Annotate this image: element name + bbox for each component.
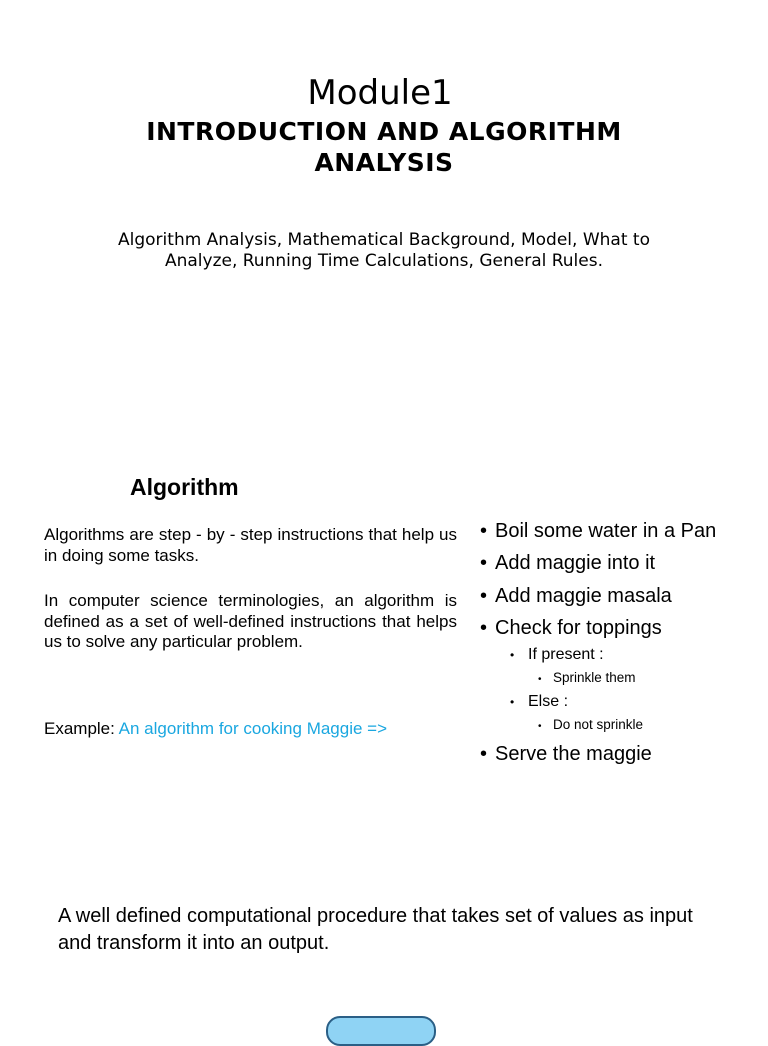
- step-text: Boil some water in a Pan: [495, 520, 717, 542]
- algorithm-heading: Algorithm: [130, 474, 239, 500]
- algorithm-paragraph-2: In computer science terminologies, an algorithm is defined as a set of well-defined instructions that helps us to solve any particular problem.: [44, 591, 457, 651]
- step-item: [480, 741, 652, 767]
- example-prefix: Example:: [44, 719, 119, 738]
- bullet-icon: •: [480, 743, 488, 765]
- step-subsubitem: [538, 669, 636, 689]
- step-item: [480, 518, 716, 544]
- step-text: Add maggie masala: [495, 585, 672, 607]
- topics-list: Algorithm Analysis, Mathematical Background, Model, What to Analyze, Running Time Calculations, General Rules.: [118, 230, 650, 271]
- example-line: [44, 718, 387, 740]
- definition-text: A well defined computational procedure that takes set of values as input and transform it into an output.: [58, 905, 693, 954]
- step-subsubitem: [538, 716, 643, 736]
- main-heading: INTRODUCTION AND ALGORITHM ANALYSIS: [146, 117, 622, 177]
- step-text: Else :: [528, 693, 569, 710]
- step-item: [480, 583, 672, 609]
- step-text: Do not sprinkle: [553, 717, 644, 732]
- step-text: Add maggie into it: [495, 552, 656, 574]
- step-item: [480, 550, 655, 576]
- step-item: [480, 615, 662, 641]
- bullet-icon: •: [480, 552, 488, 574]
- algorithm-paragraph-1: Algorithms are step - by - step instructions that help us in doing some tasks.: [44, 525, 457, 565]
- bullet-icon: •: [480, 585, 488, 607]
- step-text: Sprinkle them: [553, 670, 636, 685]
- bullet-icon: •: [480, 617, 488, 639]
- bullet-icon: •: [510, 695, 515, 709]
- step-text: If present :: [528, 646, 604, 663]
- step-subitem: [510, 645, 604, 665]
- bullet-icon: •: [538, 721, 542, 732]
- next-slide-shape: [326, 1016, 436, 1046]
- bullet-icon: •: [480, 520, 488, 542]
- step-text: Check for toppings: [495, 617, 662, 639]
- module-title: Module1: [307, 73, 453, 113]
- bullet-icon: •: [538, 674, 542, 685]
- step-text: Serve the maggie: [495, 743, 652, 765]
- bullet-icon: •: [510, 648, 515, 662]
- example-link[interactable]: An algorithm for cooking Maggie =>: [118, 719, 388, 738]
- step-subitem: [510, 692, 568, 712]
